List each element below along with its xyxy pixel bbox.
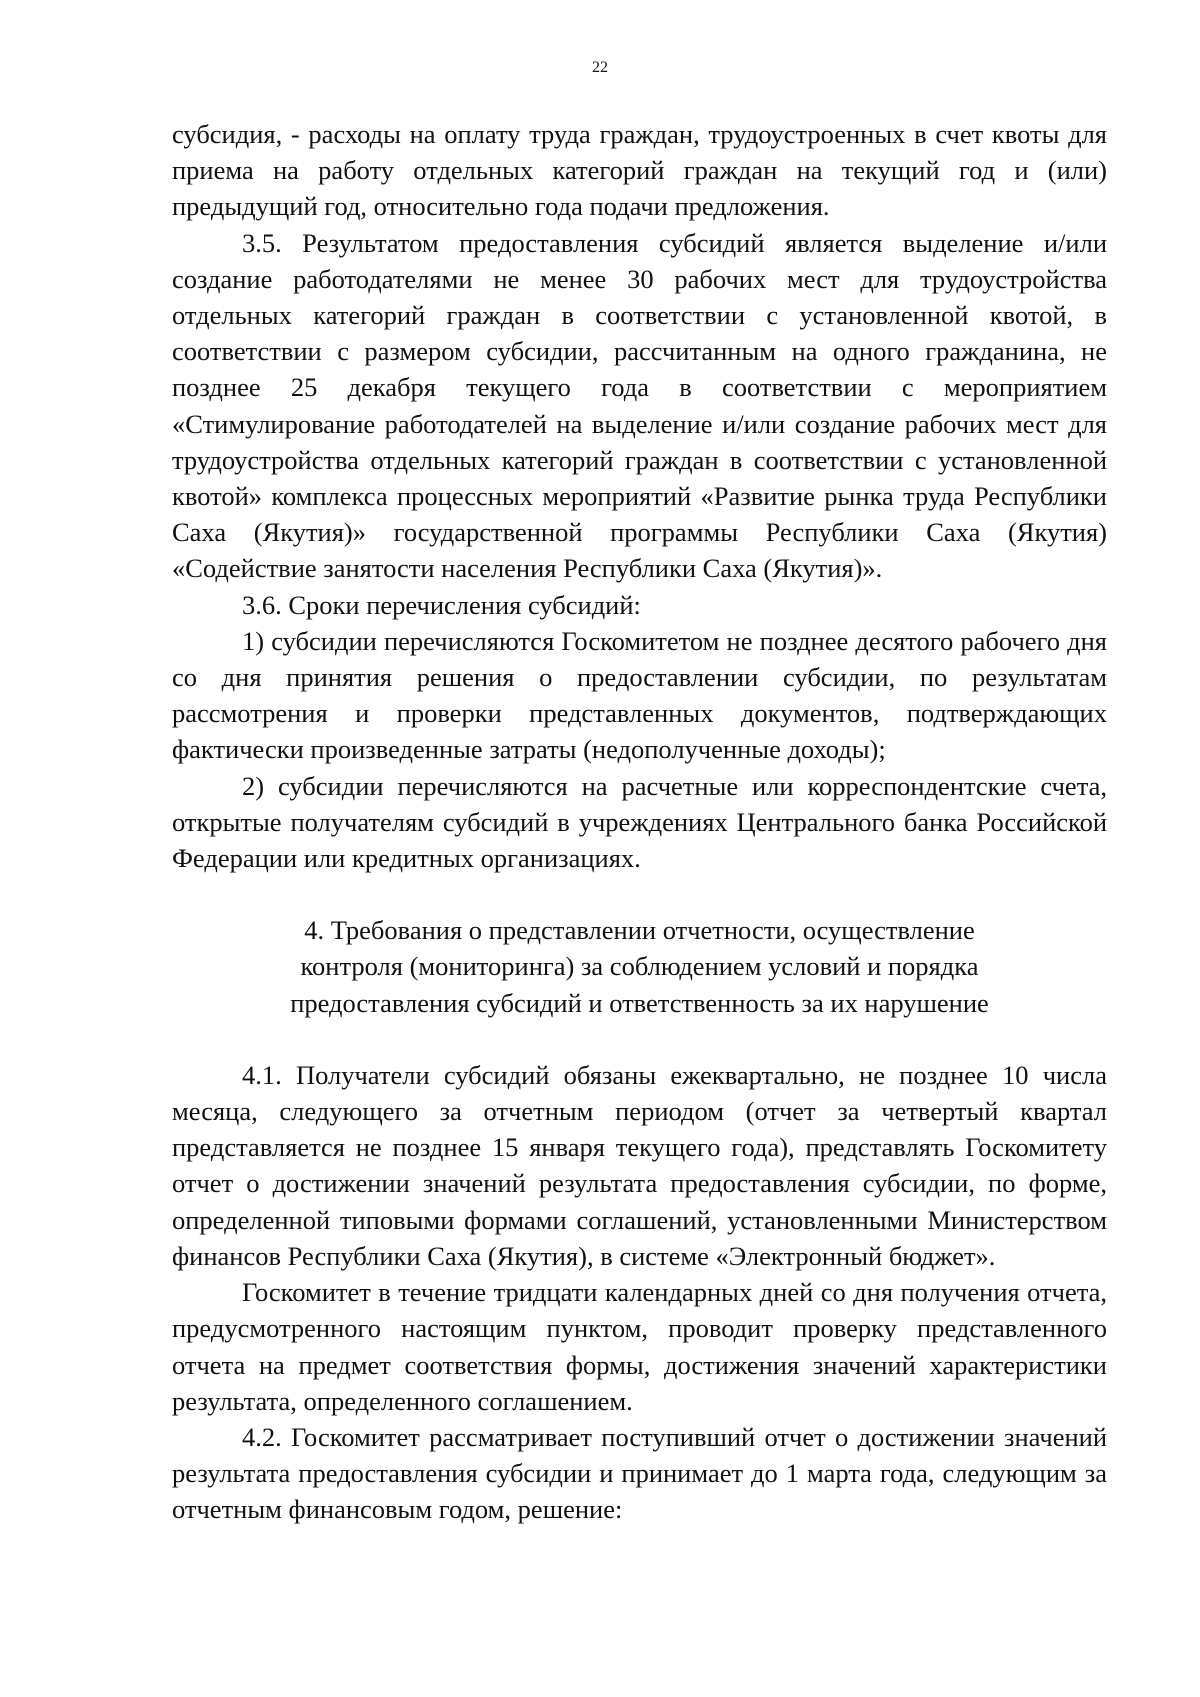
page-number: 22 [592, 59, 608, 76]
section-heading-line-3: предоставления субсидий и ответственность за их нарушение [290, 987, 989, 1018]
paragraph-3-5: 3.5. Результатом предоставления субсидий является выделение и/или создание работодателями не менее 30 рабочих мест для трудоустройства отдельных категорий граждан в соответствии с установленной квотой, в соответствии с размером субсидии, рассчитанным на одного гражданина, не позднее 25 декабря текущего года в соответствии с мероприятием «Стимулирование работодателей на выделение и/или создание рабочих мест для трудоустройства отдельных категорий граждан в соответствии с установленной квотой» комплекса процессных мероприятий «Развитие рынка труда Республики Саха (Якутия)» государственной программы Республики Саха (Якутия) «Содействие занятости населения Республики Саха (Якутия)». [172, 227, 1107, 584]
paragraph-report-review: Госкомитет в течение тридцати календарных дней со дня получения отчета, предусмотренного настоящим пунктом, проводит проверку представленного отчета на предмет соответствия формы, достижения значений характеристики результата, определенного соглашением. [172, 1277, 1107, 1416]
paragraph-3-6: 3.6. Сроки перечисления субсидий: [242, 589, 641, 620]
paragraph-3-6-item-2: 2) субсидии перечисляются на расчетные или корреспондентские счета, открытые получателям субсидий в учреждениях Центрального банка Российской Федерации или кредитных организациях. [172, 770, 1107, 874]
section-heading-line-2: контроля (мониторинга) за соблюдением условий и порядка [300, 951, 979, 982]
section-heading-line-1: 4. Требования о представлении отчетности, осуществление [304, 915, 975, 946]
paragraph-4-2: 4.2. Госкомитет рассматривает поступивший отчет о достижении значений результата предоставления субсидии и принимает до 1 марта года, следующим за отчетным финансовым годом, решение: [172, 1421, 1107, 1525]
paragraph-subsidy-expenses: субсидия, - расходы на оплату труда граждан, трудоустроенных в счет квоты для приема на работу отдельных категорий граждан на текущий год и (или) предыдущий год, относительно года подачи предложения. [172, 119, 1107, 222]
paragraph-3-6-item-1: 1) субсидии перечисляются Госкомитетом не позднее десятого рабочего дня со дня принятия решения о предоставлении субсидии, по результатам рассмотрения и проверки представленных документов, подтверждающих фактически произведенные затраты (недополученные доходы); [172, 625, 1107, 765]
paragraph-4-1: 4.1. Получатели субсидий обязаны ежеквартально, не позднее 10 числа месяца, следующего за отчетным периодом (отчет за четвертый квартал представляется не позднее 15 января текущего года), представлять Госкомитету отчет о достижении значений результата предоставления субсидии, по форме, определенной типовыми формами соглашений, установленными Министерством финансов Республики Саха (Якутия), в системе «Электронный бюджет». [172, 1059, 1107, 1271]
section-heading-4 [172, 912, 1107, 1021]
document-body [172, 116, 1107, 1528]
